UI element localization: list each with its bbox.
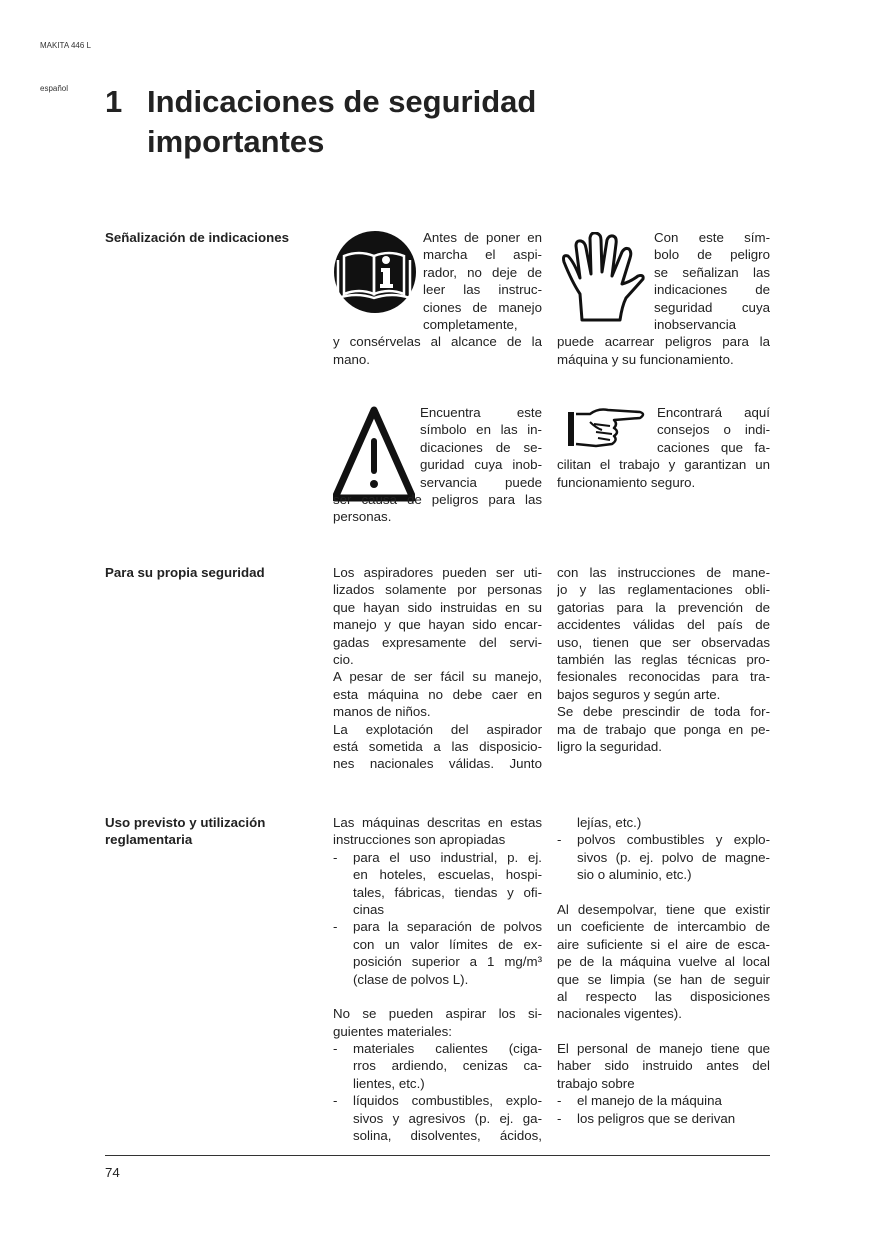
text-line: seguridad cuya <box>654 299 770 315</box>
paragraph-gap <box>557 1023 770 1040</box>
paragraph <box>333 564 542 668</box>
text-line: funcionamiento seguro. <box>557 474 696 490</box>
use-column-1 <box>333 814 542 1144</box>
text-line: está sometida a las disposicio- <box>333 738 542 754</box>
paragraph <box>557 901 770 1023</box>
text-line: tales, fábricas, tiendas y ofi- <box>353 884 542 900</box>
text-line: lejías, etc.) <box>577 815 642 830</box>
section-label-use <box>105 814 265 849</box>
text-line: y consérvelas al alcance de la <box>333 334 542 350</box>
text-line: aire suficiente si el aire de esca- <box>557 936 770 952</box>
text-line: indicaciones de <box>654 282 770 298</box>
text-line: A pesar de ser fácil su manejo, <box>333 669 542 685</box>
text-line: un coeficiente de intercambio de <box>557 919 770 935</box>
text-line: marcha el aspi- <box>423 247 542 263</box>
text-line: Con este sím- <box>654 230 770 245</box>
text-line: esta máquina no debe caer en <box>333 686 542 702</box>
text-line: accidentes válidas del país de <box>557 617 770 633</box>
text-line: consejos o indi- <box>657 422 770 438</box>
text-line: mano. <box>333 351 370 367</box>
paragraph-gap <box>557 884 770 901</box>
text-line: líquidos combustibles, explo- <box>353 1093 542 1109</box>
text-line: Al desempolvar, tiene que existir <box>557 901 770 917</box>
text-line: materiales calientes (ciga- <box>353 1041 542 1057</box>
paragraph-gap <box>333 988 542 1005</box>
tip-text <box>557 404 770 491</box>
text-line: lizados solamente por personas <box>333 582 542 598</box>
text-line: máquina y su funcionamiento. <box>557 351 734 367</box>
paragraph <box>333 668 542 720</box>
list-item <box>333 1092 542 1144</box>
label-line: reglamentaria <box>105 832 193 848</box>
text-line: para el uso industrial, p. ej. <box>353 849 542 865</box>
text-line: cio. <box>333 651 354 667</box>
list-item <box>557 814 770 831</box>
section-label-signs <box>105 229 289 246</box>
text-line: guientes materiales: <box>333 1023 452 1039</box>
text-line: Las máquinas descritas en estas <box>333 815 542 830</box>
text-line: que hayan sido instruidas en su <box>333 599 542 615</box>
wrapped-text <box>657 404 770 456</box>
list-bullet: - <box>333 1041 338 1057</box>
text-line: ligro la seguridad. <box>557 738 662 754</box>
text-line: rador, no deje de <box>423 264 542 280</box>
text-line: ma de trabajo que ponga en pe- <box>557 721 770 737</box>
text-line: bolo de peligro <box>654 247 770 263</box>
paragraph <box>333 721 542 773</box>
list-bullet: - <box>557 1093 562 1109</box>
chapter-number: 1 <box>105 84 123 119</box>
paragraph <box>557 703 770 755</box>
text-line: Antes de poner en <box>423 230 542 245</box>
text-line: trabajo sobre <box>557 1075 635 1091</box>
list-item <box>333 849 542 919</box>
text-line: leer las instruc- <box>423 282 542 298</box>
text-line: sio o aluminio, etc.) <box>577 867 692 883</box>
text-line: posición superior a 1 mg/m³ <box>353 954 542 970</box>
text-line: puede acarrear peligros para la <box>557 334 770 350</box>
text-line: sivos y agresivos (p. ej. ga- <box>353 1110 542 1126</box>
label-line: Uso previsto y utilización <box>105 815 266 830</box>
page-number: 74 <box>105 1165 120 1180</box>
text-line: servancia puede <box>420 474 542 490</box>
wrapped-text <box>423 229 542 333</box>
wrapped-text <box>420 404 542 491</box>
text-line: símbolo en las in- <box>420 422 542 438</box>
paragraph <box>333 1005 542 1040</box>
text-line: pe de la máquina vuelve al local <box>557 954 770 970</box>
text-line: también las reglas técnicas pro- <box>557 651 770 667</box>
text-line: se señalizan las <box>654 264 770 280</box>
list-bullet: - <box>557 832 562 848</box>
text-line: Encontrará aquí <box>657 405 770 420</box>
safety-column-1 <box>333 564 542 773</box>
page-title <box>105 82 805 162</box>
text-line: al respecto las disposiciones <box>557 988 770 1004</box>
text-line: uso, tienen que ser observadas <box>557 634 770 650</box>
text-line: solina, disolventes, ácidos, <box>353 1128 542 1144</box>
use-column-2 <box>557 814 770 1127</box>
text-line: Los aspiradores pueden ser uti- <box>333 565 542 580</box>
label-line: Señalización de indicaciones <box>105 230 290 245</box>
text-line: gadas expresamente del servi- <box>333 634 542 650</box>
text-line: ciones de manejo <box>423 299 542 315</box>
text-line: completamente, <box>423 316 518 332</box>
footer-divider <box>105 1155 770 1156</box>
text-line: cilitan el trabajo y garantizan un <box>557 457 770 473</box>
text-line: los peligros que se derivan <box>577 1110 736 1126</box>
text-line: rros ardiendo, cenizas ca- <box>353 1058 542 1074</box>
text-line: nes nacionales válidas. Junto <box>333 756 542 772</box>
text-line: nacionales vigentes). <box>557 1006 682 1022</box>
text-line: Se debe prescindir de toda for- <box>557 704 770 720</box>
text-line: que se limpia (se han de seguir <box>557 971 770 987</box>
list-item <box>333 918 542 988</box>
text-line: instrucciones son apropiadas <box>333 832 506 848</box>
text-line: Encuentra este <box>420 405 542 420</box>
paragraph <box>557 1040 770 1092</box>
text-line: gatorias para la prevención de <box>557 599 770 615</box>
list-item <box>557 1110 770 1127</box>
paragraph <box>333 814 542 849</box>
label-line: Para su propia seguridad <box>105 565 265 580</box>
text-line: manos de niños. <box>333 704 431 720</box>
text-line: cinas <box>353 901 385 917</box>
text-line: jo y las reglamentaciones obli- <box>557 582 770 598</box>
text-line: en hoteles, escuelas, hospi- <box>353 867 542 883</box>
section-label-safety <box>105 564 265 581</box>
title-line-1: Indicaciones de seguridad <box>147 84 537 119</box>
text-line: dicaciones de se- <box>420 439 542 455</box>
text-line: lientes, etc.) <box>353 1075 425 1091</box>
text-line: El personal de manejo tiene que <box>557 1041 770 1057</box>
text-line: bajos seguros y según arte. <box>557 686 721 702</box>
text-line: fesionales reconocidas para tra- <box>557 669 770 685</box>
list-item <box>333 1040 542 1092</box>
document-header-model: MAKITA 446 L <box>40 41 91 50</box>
wrapped-text <box>654 229 770 333</box>
list-bullet: - <box>557 1110 562 1126</box>
title-line-2: importantes <box>147 124 325 159</box>
text-line: con un valor límites de ex- <box>353 936 542 952</box>
text-line: polvos combustibles y explo- <box>577 832 770 848</box>
danger-text <box>557 229 770 368</box>
text-line: No se pueden aspirar los si- <box>333 1006 542 1022</box>
text-line: guridad cuya inob- <box>420 457 542 473</box>
text-line: sivos (p. ej. polvo de magne- <box>577 849 770 865</box>
text-line: para la separación de polvos <box>353 919 542 935</box>
list-bullet: - <box>333 849 338 865</box>
list-bullet: - <box>333 1093 338 1109</box>
list-item <box>557 1092 770 1109</box>
text-line: (clase de polvos L). <box>353 971 469 987</box>
text-line: haber sido instruido antes del <box>557 1058 770 1074</box>
text-line: La explotación del aspirador <box>333 721 542 737</box>
text-line: personas. <box>333 509 392 525</box>
safety-column-2 <box>557 564 770 755</box>
language-label: español <box>40 84 69 93</box>
list-bullet: - <box>333 919 338 935</box>
info-text <box>333 229 542 368</box>
text-line: el manejo de la máquina <box>577 1093 722 1109</box>
text-line: manejo y que hayan sido encar- <box>333 617 542 633</box>
warning-text <box>333 404 542 526</box>
text-line: inobservancia <box>654 316 737 332</box>
text-line: con las instrucciones de mane- <box>557 565 770 580</box>
paragraph <box>557 564 770 703</box>
text-line: ser causa de peligros para las <box>333 491 542 507</box>
list-item <box>557 831 770 883</box>
text-line: caciones que fa- <box>657 439 770 455</box>
